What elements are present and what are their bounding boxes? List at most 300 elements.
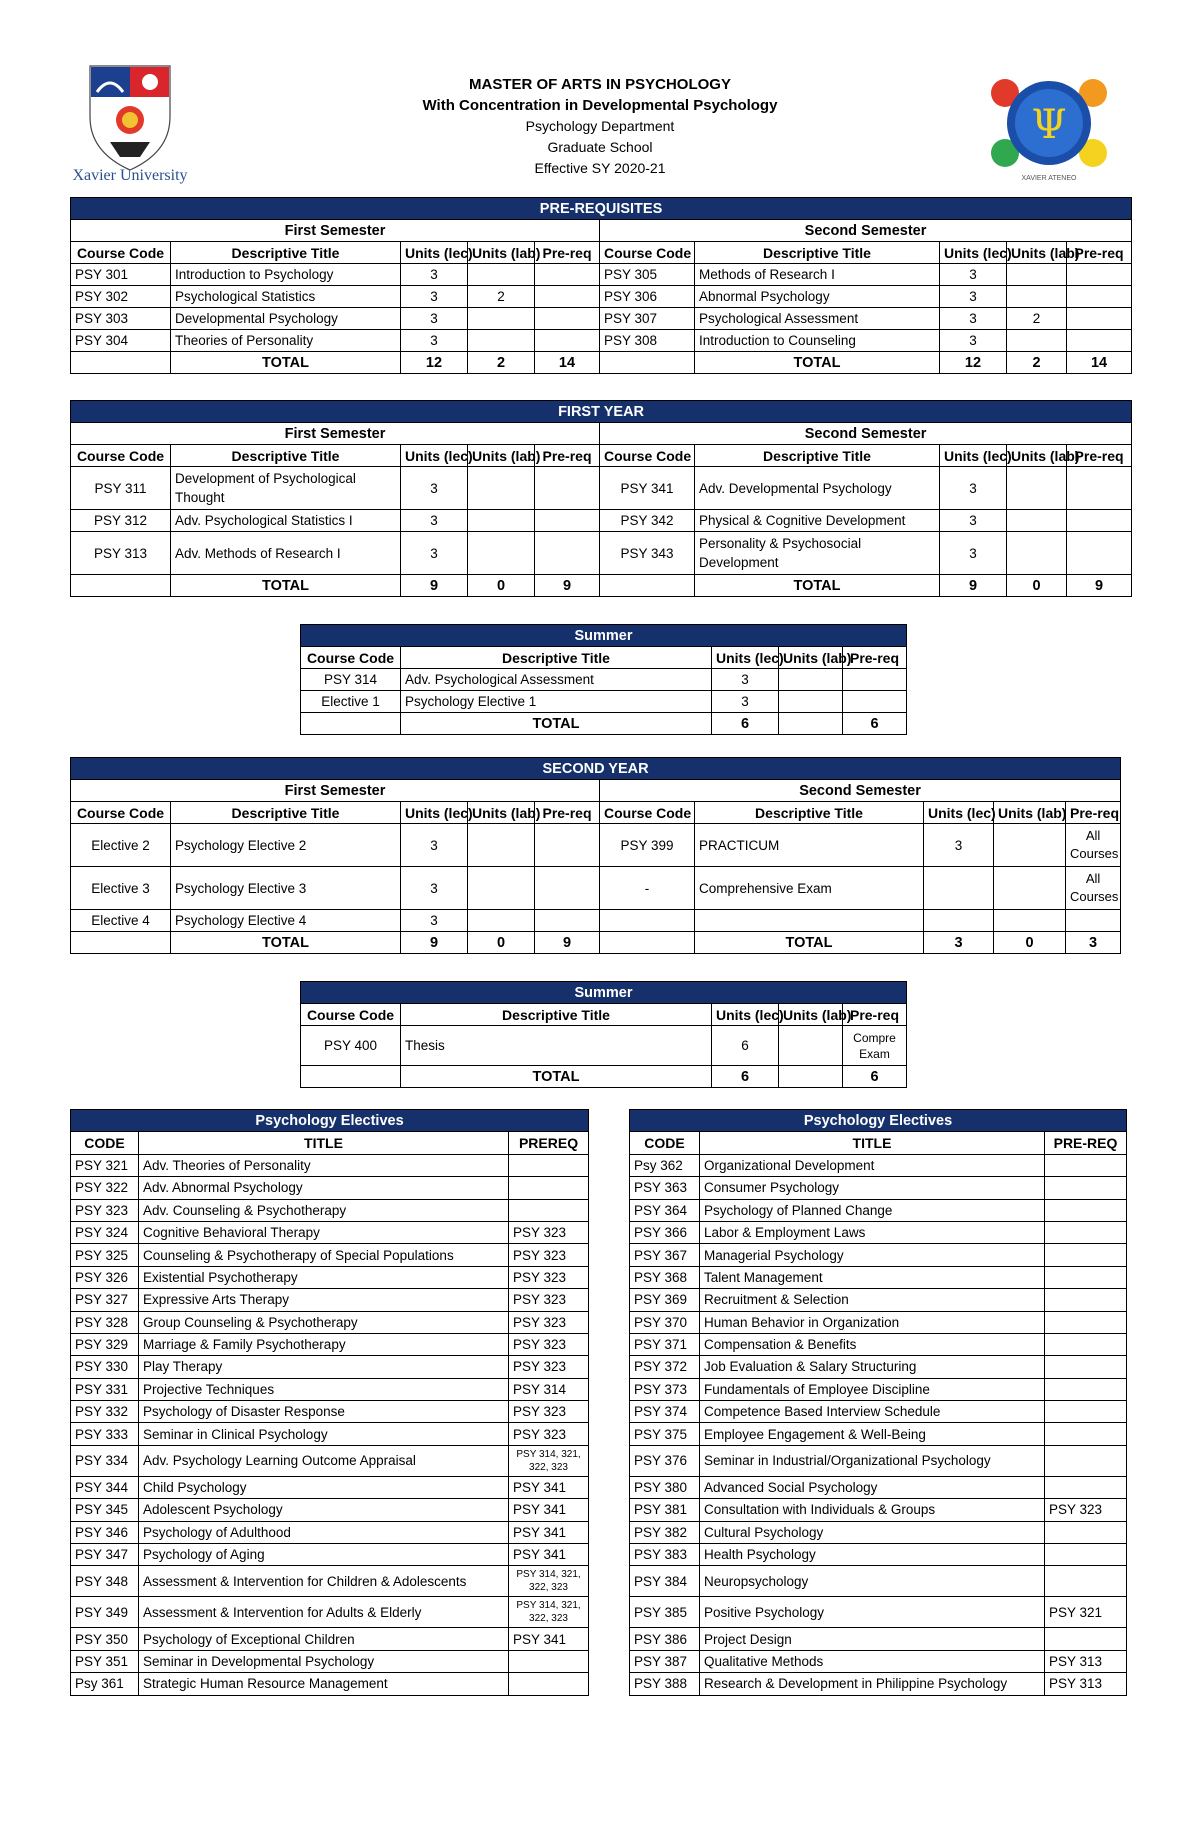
course-code: PSY 399 [600, 824, 695, 867]
col-prereq: Pre-req [843, 1004, 907, 1026]
units-lec: 3 [401, 532, 468, 575]
course-code: PSY 400 [301, 1026, 401, 1066]
elective-code: PSY 386 [630, 1628, 700, 1650]
elective-code: PSY 364 [630, 1199, 700, 1221]
elective-code: PSY 385 [630, 1597, 700, 1628]
table-row [71, 510, 1132, 532]
table-row [71, 1423, 589, 1445]
summer-title: Summer [301, 625, 907, 647]
table-row [630, 1566, 1127, 1597]
elective-code: PSY 333 [71, 1423, 139, 1445]
course-code: PSY 341 [600, 467, 695, 510]
elective-prereq: PSY 313 [1045, 1673, 1127, 1695]
prereq-cell [535, 264, 600, 286]
col-code: CODE [630, 1132, 700, 1154]
units-lec: 3 [940, 264, 1007, 286]
col-units-lab: Units (lab) [779, 1004, 843, 1026]
elective-title: Adv. Theories of Personality [139, 1154, 509, 1176]
table-row [71, 1445, 589, 1476]
table-row [71, 1597, 589, 1628]
first-year-table [70, 400, 1132, 597]
psychology-society-logo [985, 68, 1113, 188]
col-code: CODE [71, 1132, 139, 1154]
col-units-lec: Units (lec) [712, 647, 779, 669]
elective-title: Strategic Human Resource Management [139, 1673, 509, 1695]
elective-prereq [509, 1154, 589, 1176]
prereq-cell [1067, 286, 1132, 308]
elective-code: PSY 334 [71, 1445, 139, 1476]
table-cell [779, 691, 843, 713]
table-cell [71, 932, 171, 954]
elective-prereq: PSY 314, 321, 322, 323 [509, 1566, 589, 1597]
col-descriptive-title: Descriptive Title [401, 1004, 712, 1026]
total-lec: 12 [940, 352, 1007, 374]
elective-code: PSY 322 [71, 1177, 139, 1199]
units-lec: 3 [940, 286, 1007, 308]
department-name: Psychology Department [525, 118, 675, 134]
units-lec: 3 [924, 824, 994, 867]
table-row [71, 910, 1121, 932]
prereq-cell [1067, 330, 1132, 352]
elective-prereq [1045, 1476, 1127, 1498]
elective-code: PSY 367 [630, 1244, 700, 1266]
elective-code: PSY 323 [71, 1199, 139, 1221]
elective-title: Psychology of Planned Change [700, 1199, 1045, 1221]
table-row [301, 1026, 907, 1066]
course-code: PSY 313 [71, 532, 171, 575]
table-row [71, 1544, 589, 1566]
table-row [71, 1177, 589, 1199]
elective-title: Advanced Social Psychology [700, 1476, 1045, 1498]
col-units-lec: Units (lec) [940, 242, 1007, 264]
col-course-code: Course Code [71, 242, 171, 264]
units-lec: 3 [401, 824, 468, 867]
table-row [630, 1311, 1127, 1333]
table-row [630, 1378, 1127, 1400]
total-label: TOTAL [171, 352, 401, 374]
elective-title: Group Counseling & Psychotherapy [139, 1311, 509, 1333]
course-title: Methods of Research I [695, 264, 940, 286]
col-prereq: Pre-req [1067, 242, 1132, 264]
school-name: Graduate School [547, 139, 653, 155]
table-cell [468, 824, 535, 867]
course-title: Comprehensive Exam [695, 867, 924, 910]
elective-code: PSY 372 [630, 1356, 700, 1378]
elective-title: Counseling & Psychotherapy of Special Populations [139, 1244, 509, 1266]
elective-prereq: PSY 323 [509, 1266, 589, 1288]
summer-1-table [300, 624, 907, 735]
table-cell [924, 910, 994, 932]
elective-prereq [1045, 1628, 1127, 1650]
elective-prereq: PSY 314 [509, 1378, 589, 1400]
units-lec: 3 [401, 510, 468, 532]
elective-prereq [1045, 1154, 1127, 1176]
table-cell [994, 824, 1066, 867]
elective-code: PSY 348 [71, 1566, 139, 1597]
table-cell [535, 824, 600, 867]
table-cell [695, 910, 924, 932]
elective-prereq: PSY 323 [509, 1289, 589, 1311]
col-units-lab: Units (lab) [468, 445, 535, 467]
elective-code: PSY 328 [71, 1311, 139, 1333]
total-label: TOTAL [695, 352, 940, 374]
table-row [630, 1628, 1127, 1650]
col-units-lab: Units (lab) [994, 802, 1066, 824]
table-cell [71, 352, 171, 374]
course-title: Thesis [401, 1026, 712, 1066]
course-title: Introduction to Counseling [695, 330, 940, 352]
units-lec: 3 [940, 467, 1007, 510]
units-lec: 3 [712, 669, 779, 691]
table-row [71, 1333, 589, 1355]
table-row [71, 1628, 589, 1650]
elective-title: Expressive Arts Therapy [139, 1289, 509, 1311]
total-lab: 0 [1007, 575, 1067, 597]
elective-title: Psychology of Exceptional Children [139, 1628, 509, 1650]
col-units-lab: Units (lab) [1007, 445, 1067, 467]
col-units-lec: Units (lec) [401, 802, 468, 824]
col-units-lab: Units (lab) [468, 802, 535, 824]
elective-prereq: PSY 341 [509, 1476, 589, 1498]
elective-title: Positive Psychology [700, 1597, 1045, 1628]
col-title: TITLE [139, 1132, 509, 1154]
first-semester-label: First Semester [71, 220, 600, 242]
prereq-cell [535, 330, 600, 352]
units-lec: 3 [401, 308, 468, 330]
elective-title: Health Psychology [700, 1544, 1045, 1566]
course-code: PSY 304 [71, 330, 171, 352]
table-cell [779, 1066, 843, 1088]
col-descriptive-title: Descriptive Title [171, 242, 401, 264]
col-prereq: PRE-REQ [1045, 1132, 1127, 1154]
table-cell [994, 867, 1066, 910]
prereq-cell: All Courses [1066, 824, 1121, 867]
prereq-cell [1067, 264, 1132, 286]
col-prereq: Pre-req [535, 445, 600, 467]
elective-prereq [1045, 1566, 1127, 1597]
course-title: Physical & Cognitive Development [695, 510, 940, 532]
elective-title: Fundamentals of Employee Discipline [700, 1378, 1045, 1400]
elective-code: PSY 366 [630, 1221, 700, 1243]
elective-title: Assessment & Intervention for Adults & Elderly [139, 1597, 509, 1628]
elective-title: Adv. Psychology Learning Outcome Appraisal [139, 1445, 509, 1476]
table-row [71, 1476, 589, 1498]
total-prereq: 3 [1066, 932, 1121, 954]
table-cell [468, 510, 535, 532]
table-cell [600, 910, 695, 932]
table-row [630, 1221, 1127, 1243]
table-row [630, 1499, 1127, 1521]
course-title: Adv. Psychological Assessment [401, 669, 712, 691]
elective-prereq [1045, 1244, 1127, 1266]
elective-title: Competence Based Interview Schedule [700, 1401, 1045, 1423]
elective-code: PSY 344 [71, 1476, 139, 1498]
col-prereq: Pre-req [535, 242, 600, 264]
col-descriptive-title: Descriptive Title [171, 802, 401, 824]
elective-prereq: PSY 323 [509, 1244, 589, 1266]
col-units-lab: Units (lab) [468, 242, 535, 264]
table-row [71, 1499, 589, 1521]
table-cell [71, 575, 171, 597]
total-lab: 0 [468, 932, 535, 954]
elective-prereq: PSY 323 [509, 1423, 589, 1445]
elective-title: Cognitive Behavioral Therapy [139, 1221, 509, 1243]
table-row [630, 1650, 1127, 1672]
units-lec: 3 [940, 308, 1007, 330]
table-row [630, 1521, 1127, 1543]
logo-right-text: XAVIER ATENEO [1021, 175, 1077, 182]
table-row [630, 1199, 1127, 1221]
elective-prereq: PSY 313 [1045, 1650, 1127, 1672]
table-row [71, 1378, 589, 1400]
table-row [630, 1289, 1127, 1311]
course-title: Psychological Statistics [171, 286, 401, 308]
course-code: PSY 307 [600, 308, 695, 330]
table-cell [468, 867, 535, 910]
course-title: Psychology Elective 2 [171, 824, 401, 867]
col-prereq: Pre-req [535, 802, 600, 824]
table-cell [468, 467, 535, 510]
table-row [71, 264, 1132, 286]
elective-title: Existential Psychotherapy [139, 1266, 509, 1288]
table-cell [535, 910, 600, 932]
elective-title: Organizational Development [700, 1154, 1045, 1176]
course-title: PRACTICUM [695, 824, 924, 867]
table-row [630, 1401, 1127, 1423]
elective-prereq [1045, 1445, 1127, 1476]
elective-title: Talent Management [700, 1266, 1045, 1288]
units-lab [468, 308, 535, 330]
table-row [630, 1333, 1127, 1355]
xavier-university-logo [55, 62, 205, 187]
col-course-code: Course Code [600, 802, 695, 824]
table-cell [535, 510, 600, 532]
elective-code: PSY 329 [71, 1333, 139, 1355]
course-code: PSY 342 [600, 510, 695, 532]
table-row [71, 1650, 589, 1672]
elective-code: PSY 321 [71, 1154, 139, 1176]
prereq-cell [1067, 308, 1132, 330]
elective-title: Job Evaluation & Salary Structuring [700, 1356, 1045, 1378]
units-lec [924, 867, 994, 910]
total-lec: 9 [940, 575, 1007, 597]
logo-left-text: Xavier University [72, 167, 188, 184]
elective-code: PSY 371 [630, 1333, 700, 1355]
elective-title: Neuropsychology [700, 1566, 1045, 1597]
table-row [71, 1566, 589, 1597]
elective-title: Consultation with Individuals & Groups [700, 1499, 1045, 1521]
elective-code: PSY 374 [630, 1401, 700, 1423]
elective-prereq [509, 1650, 589, 1672]
table-row [71, 824, 1121, 867]
elective-title: Play Therapy [139, 1356, 509, 1378]
elective-prereq: PSY 321 [1045, 1597, 1127, 1628]
elective-code: PSY 376 [630, 1445, 700, 1476]
units-lab [1007, 264, 1067, 286]
table-row [71, 1673, 589, 1695]
table-row [301, 669, 907, 691]
elective-code: PSY 330 [71, 1356, 139, 1378]
total-prereq: 14 [535, 352, 600, 374]
table-row [71, 1221, 589, 1243]
col-units-lec: Units (lec) [712, 1004, 779, 1026]
elective-code: PSY 351 [71, 1650, 139, 1672]
elective-code: PSY 327 [71, 1289, 139, 1311]
table-cell [1007, 467, 1067, 510]
table-row [630, 1597, 1127, 1628]
elective-prereq [1045, 1521, 1127, 1543]
table-row [71, 1311, 589, 1333]
elective-prereq: PSY 314, 321, 322, 323 [509, 1597, 589, 1628]
units-lec: 3 [401, 467, 468, 510]
col-course-code: Course Code [301, 1004, 401, 1026]
course-title: Adv. Methods of Research I [171, 532, 401, 575]
table-cell [468, 910, 535, 932]
table-cell [779, 713, 843, 735]
elective-title: Compensation & Benefits [700, 1333, 1045, 1355]
units-lec: 3 [401, 264, 468, 286]
elective-title: Child Psychology [139, 1476, 509, 1498]
second-semester-label: Second Semester [600, 423, 1132, 445]
col-course-code: Course Code [301, 647, 401, 669]
total-row [301, 1066, 907, 1088]
col-descriptive-title: Descriptive Title [401, 647, 712, 669]
section-title: PRE-REQUISITES [71, 198, 1132, 220]
total-row [71, 352, 1132, 374]
col-units-lec: Units (lec) [940, 445, 1007, 467]
elective-code: PSY 347 [71, 1544, 139, 1566]
table-row [71, 1154, 589, 1176]
table-row [630, 1244, 1127, 1266]
electives-left-table [70, 1109, 589, 1696]
elective-title: Research & Development in Philippine Psychology [700, 1673, 1045, 1695]
table-cell [1067, 532, 1132, 575]
elective-code: PSY 324 [71, 1221, 139, 1243]
col-prereq: Pre-req [843, 647, 907, 669]
units-lec: 3 [401, 910, 468, 932]
elective-code: PSY 370 [630, 1311, 700, 1333]
col-course-code: Course Code [71, 445, 171, 467]
col-prereq: Pre-req [1066, 802, 1121, 824]
elective-prereq [1045, 1221, 1127, 1243]
elective-prereq [509, 1199, 589, 1221]
course-title: Psychology Elective 1 [401, 691, 712, 713]
total-lab: 0 [468, 575, 535, 597]
course-title: Psychology Elective 4 [171, 910, 401, 932]
table-cell [779, 669, 843, 691]
elective-prereq: PSY 323 [509, 1401, 589, 1423]
total-row [71, 932, 1121, 954]
elective-code: PSY 369 [630, 1289, 700, 1311]
electives-right-table [629, 1109, 1127, 1696]
course-title: Psychological Assessment [695, 308, 940, 330]
table-row [630, 1356, 1127, 1378]
table-row [71, 1199, 589, 1221]
table-row [630, 1673, 1127, 1695]
elective-title: Seminar in Industrial/Organizational Psychology [700, 1445, 1045, 1476]
elective-prereq [1045, 1401, 1127, 1423]
second-semester-label: Second Semester [600, 780, 1121, 802]
course-code: Elective 1 [301, 691, 401, 713]
course-code: PSY 311 [71, 467, 171, 510]
elective-title: Adv. Abnormal Psychology [139, 1177, 509, 1199]
elective-code: PSY 387 [630, 1650, 700, 1672]
table-row [71, 467, 1132, 510]
elective-title: Recruitment & Selection [700, 1289, 1045, 1311]
total-lab: 2 [468, 352, 535, 374]
second-semester-label: Second Semester [600, 220, 1132, 242]
elective-title: Employee Engagement & Well-Being [700, 1423, 1045, 1445]
elective-code: PSY 375 [630, 1423, 700, 1445]
col-title: TITLE [700, 1132, 1045, 1154]
col-units-lec: Units (lec) [401, 242, 468, 264]
table-cell [301, 713, 401, 735]
units-lab [468, 330, 535, 352]
table-row [630, 1154, 1127, 1176]
col-descriptive-title: Descriptive Title [171, 445, 401, 467]
total-label: TOTAL [401, 713, 712, 735]
elective-prereq [1045, 1289, 1127, 1311]
table-cell [1007, 510, 1067, 532]
elective-code: Psy 362 [630, 1154, 700, 1176]
table-row [71, 330, 1132, 352]
total-prereq: 6 [843, 1066, 907, 1088]
table-row [71, 1289, 589, 1311]
total-lec: 9 [401, 932, 468, 954]
prereq-cell [535, 286, 600, 308]
units-lec: 3 [940, 330, 1007, 352]
col-course-code: Course Code [71, 802, 171, 824]
total-row [301, 713, 907, 735]
elective-title: Project Design [700, 1628, 1045, 1650]
table-row [71, 867, 1121, 910]
total-label: TOTAL [171, 932, 401, 954]
elective-prereq [1045, 1177, 1127, 1199]
table-cell [600, 575, 695, 597]
elective-code: PSY 349 [71, 1597, 139, 1628]
total-prereq: 9 [1067, 575, 1132, 597]
units-lab [1007, 330, 1067, 352]
table-row [630, 1476, 1127, 1498]
elective-title: Psychology of Aging [139, 1544, 509, 1566]
elective-title: Labor & Employment Laws [700, 1221, 1045, 1243]
col-units-lec: Units (lec) [401, 445, 468, 467]
units-lec: 3 [940, 510, 1007, 532]
elective-prereq [509, 1177, 589, 1199]
elective-code: PSY 373 [630, 1378, 700, 1400]
elective-prereq: PSY 323 [1045, 1499, 1127, 1521]
col-prereq: Pre-req [1067, 445, 1132, 467]
elective-code: PSY 331 [71, 1378, 139, 1400]
table-cell [535, 867, 600, 910]
total-prereq: 9 [535, 575, 600, 597]
col-units-lab: Units (lab) [1007, 242, 1067, 264]
total-prereq: 9 [535, 932, 600, 954]
total-lab: 0 [994, 932, 1066, 954]
course-code: Elective 4 [71, 910, 171, 932]
elective-prereq [1045, 1423, 1127, 1445]
summer-2-table [300, 981, 907, 1088]
elective-code: PSY 380 [630, 1476, 700, 1498]
elective-code: PSY 346 [71, 1521, 139, 1543]
electives-title: Psychology Electives [71, 1110, 589, 1132]
total-row [71, 575, 1132, 597]
course-code: PSY 312 [71, 510, 171, 532]
total-lec: 6 [712, 713, 779, 735]
electives-title: Psychology Electives [630, 1110, 1127, 1132]
table-cell [843, 669, 907, 691]
course-title: Theories of Personality [171, 330, 401, 352]
